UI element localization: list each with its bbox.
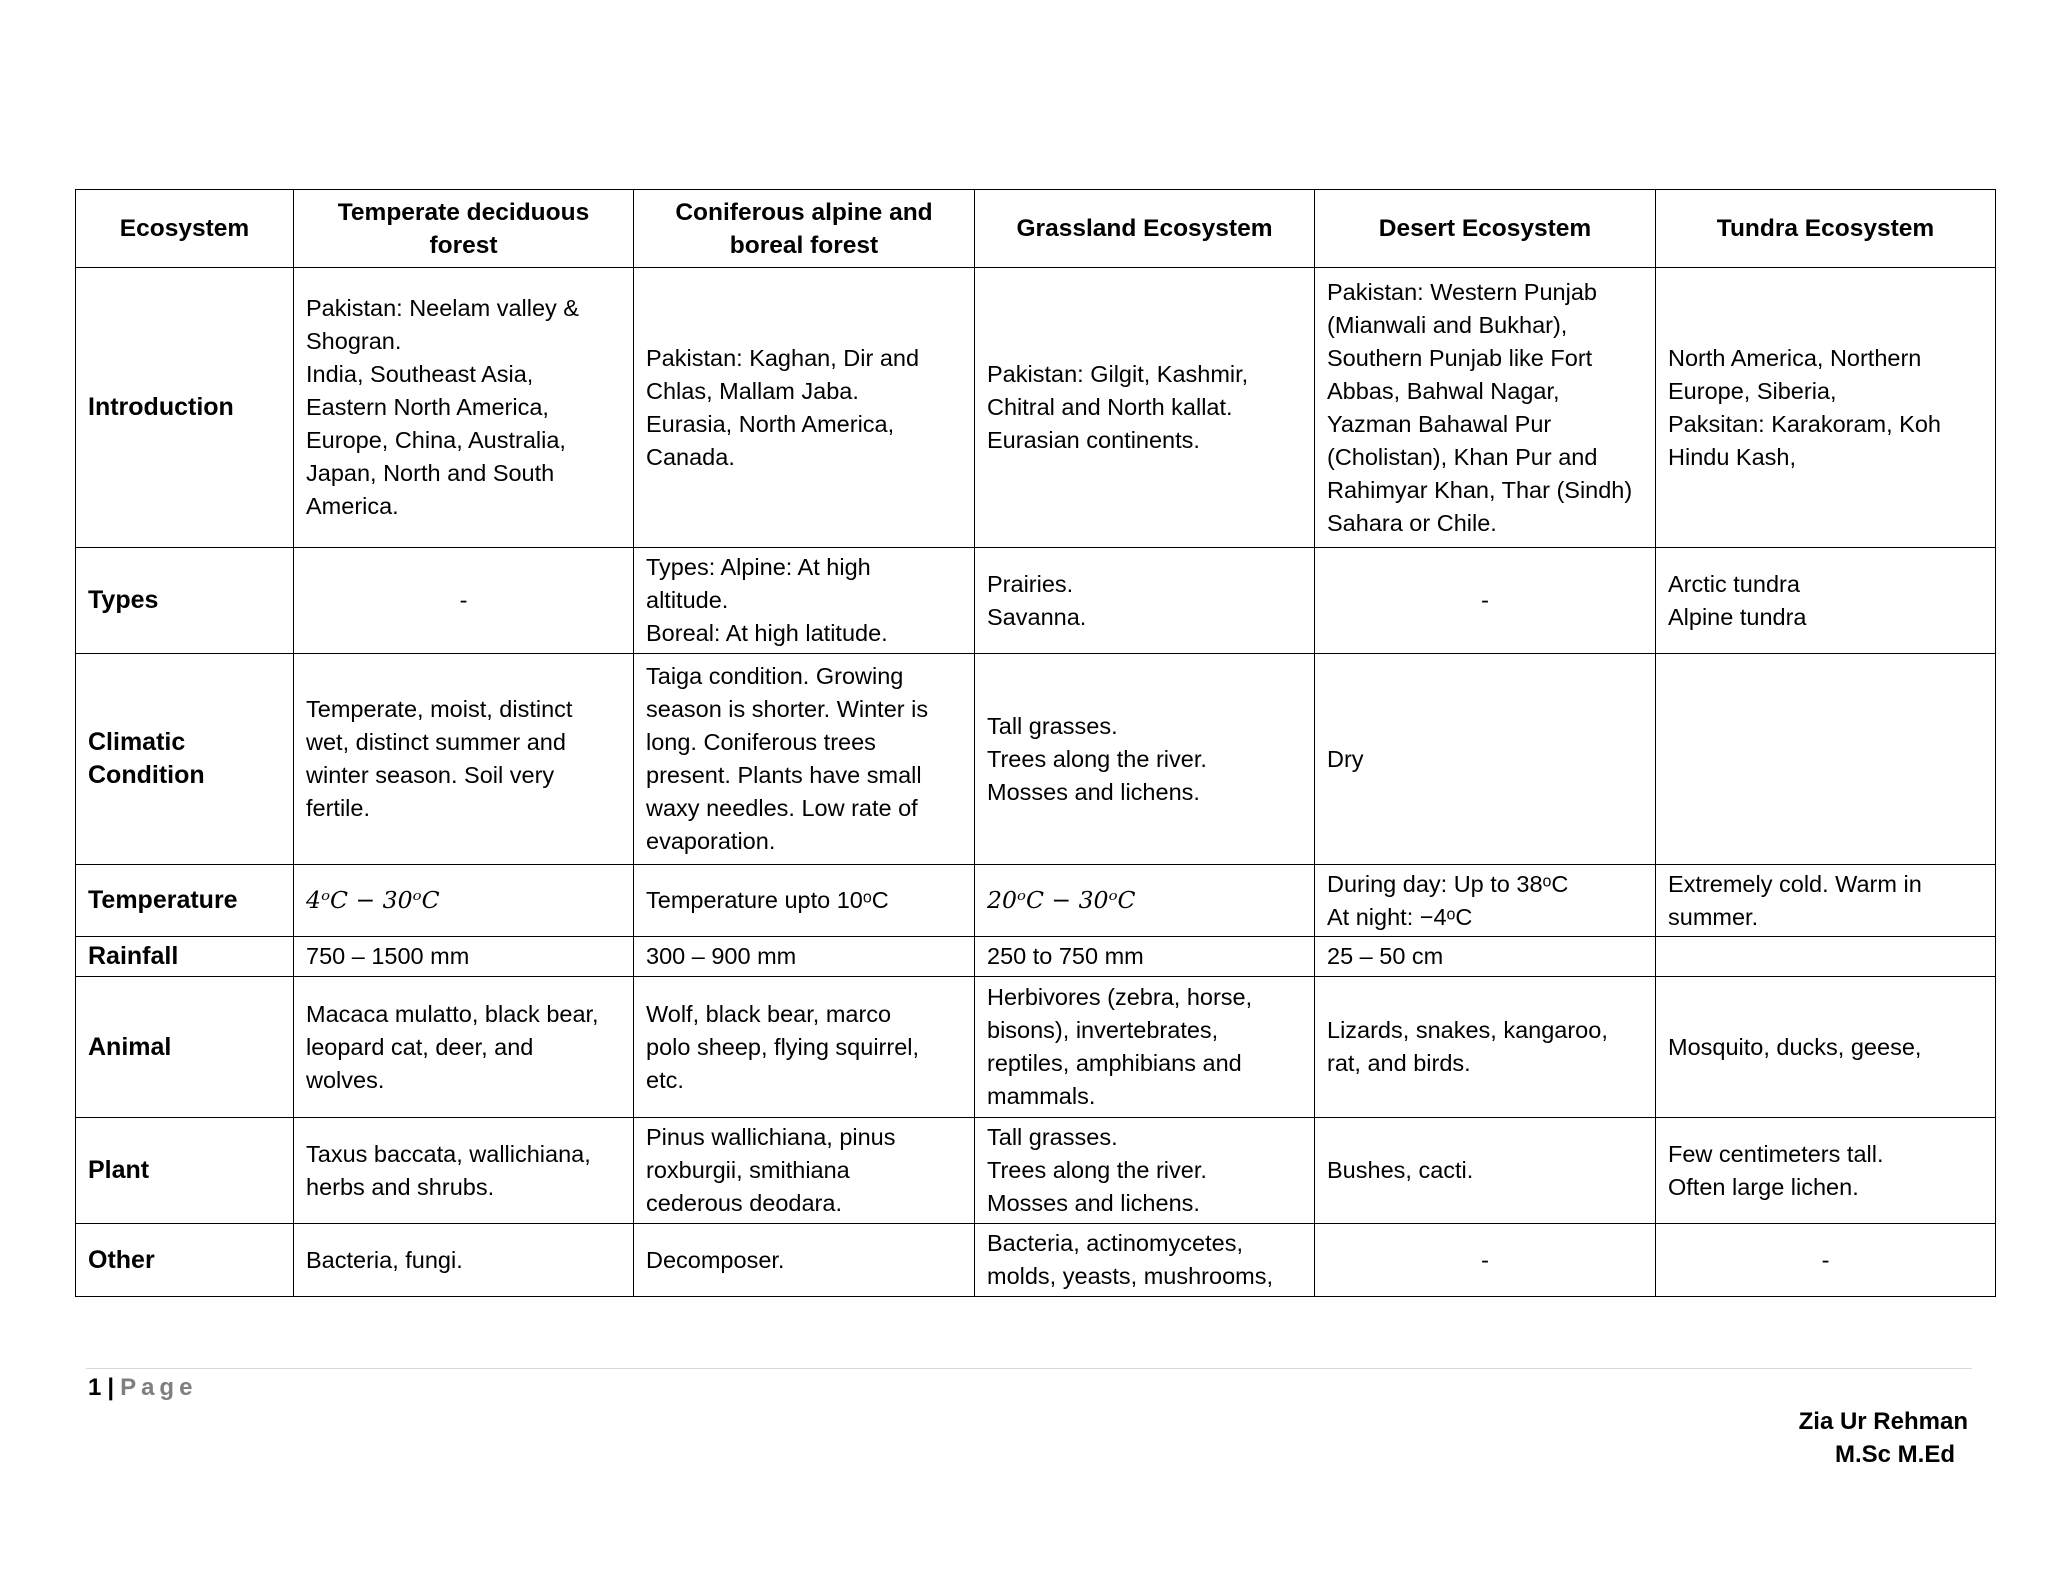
table-cell: Lizards, snakes, kangaroo, rat, and birds. xyxy=(1315,977,1656,1118)
table-cell: Pakistan: Neelam valley & Shogran. India, Southeast Asia, Eastern North America, Europe, China, Australia, Japan, North and South America. xyxy=(294,268,634,548)
table-cell: Bacteria, fungi. xyxy=(294,1224,634,1297)
table-cell: 300 – 900 mm xyxy=(634,937,975,977)
table-cell: Types: Alpine: At high altitude. Boreal: At high latitude. xyxy=(634,548,975,654)
table-cell: Extremely cold. Warm in summer. xyxy=(1656,865,1996,937)
row-label-animal: Animal xyxy=(76,977,294,1118)
table-row-introduction xyxy=(76,268,1996,548)
table-cell: Wolf, black bear, marco polo sheep, flying squirrel, etc. xyxy=(634,977,975,1118)
header-temperate-deciduous: Temperate deciduous forest xyxy=(294,190,634,268)
table-cell: Pakistan: Gilgit, Kashmir, Chitral and North kallat. Eurasian continents. xyxy=(975,268,1315,548)
row-label-climatic-condition: Climatic Condition xyxy=(76,654,294,865)
table-row-other xyxy=(76,1224,1996,1297)
table-cell: Temperate, moist, distinct wet, distinct summer and winter season. Soil very fertile. xyxy=(294,654,634,865)
table-cell: Pakistan: Western Punjab (Mianwali and Bukhar), Southern Punjab like Fort Abbas, Bahwal Nagar, Yazman Bahawal Pur (Cholistan), Khan Pur and Rahimyar Khan, Thar (Sindh) Sahara or Chile. xyxy=(1315,268,1656,548)
header-desert: Desert Ecosystem xyxy=(1315,190,1656,268)
author-degree: M.Sc M.Ed xyxy=(1834,1441,1955,1468)
table-row-climatic-condition xyxy=(76,654,1996,865)
row-label-introduction: Introduction xyxy=(76,268,294,548)
table-cell: Pinus wallichiana, pinus roxburgii, smithiana cederous deodara. xyxy=(634,1118,975,1224)
table-cell: Temperature upto 10ᵒC xyxy=(634,865,975,937)
footer-divider xyxy=(86,1368,1972,1369)
table-cell: 25 – 50 cm xyxy=(1315,937,1656,977)
page-word: Page xyxy=(120,1374,198,1401)
table-cell: Decomposer. xyxy=(634,1224,975,1297)
table-cell: Tall grasses. Trees along the river. Mosses and lichens. xyxy=(975,654,1315,865)
table-header-row xyxy=(76,190,1996,268)
page-number-separator: | xyxy=(107,1374,115,1401)
row-label-types: Types xyxy=(76,548,294,654)
header-grassland: Grassland Ecosystem xyxy=(975,190,1315,268)
table-cell: Taiga condition. Growing season is shorter. Winter is long. Coniferous trees present. Plants have small waxy needles. Low rate of evaporation. xyxy=(634,654,975,865)
table-cell: Arctic tundra Alpine tundra xyxy=(1656,548,1996,654)
table-cell: Prairies. Savanna. xyxy=(975,548,1315,654)
header-ecosystem: Ecosystem xyxy=(76,190,294,268)
table-row-plant xyxy=(76,1118,1996,1224)
table-cell: - xyxy=(1315,1224,1656,1297)
table-cell: - xyxy=(1315,548,1656,654)
author-block xyxy=(1799,1405,1968,1471)
table-cell: Taxus baccata, wallichiana, herbs and shrubs. xyxy=(294,1118,634,1224)
table-cell: 20ᵒC − 30ᵒC xyxy=(975,865,1315,937)
author-name: Zia Ur Rehman xyxy=(1798,1408,1968,1435)
row-label-rainfall: Rainfall xyxy=(76,937,294,977)
table-cell: 250 to 750 mm xyxy=(975,937,1315,977)
table-cell: - xyxy=(1656,1224,1996,1297)
table-cell: Dry xyxy=(1315,654,1656,865)
row-label-plant: Plant xyxy=(76,1118,294,1224)
table-row-animal xyxy=(76,977,1996,1118)
table-cell xyxy=(1656,937,1996,977)
header-coniferous: Coniferous alpine and boreal forest xyxy=(634,190,975,268)
table-row-temperature xyxy=(76,865,1996,937)
row-label-temperature: Temperature xyxy=(76,865,294,937)
table-cell: 750 – 1500 mm xyxy=(294,937,634,977)
table-row-rainfall xyxy=(76,937,1996,977)
table-cell: - xyxy=(294,548,634,654)
table-row-types xyxy=(76,548,1996,654)
table-cell: North America, Northern Europe, Siberia, Paksitan: Karakoram, Koh Hindu Kash, xyxy=(1656,268,1996,548)
table-cell: Pakistan: Kaghan, Dir and Chlas, Mallam Jaba. Eurasia, North America, Canada. xyxy=(634,268,975,548)
row-label-other: Other xyxy=(76,1224,294,1297)
ecosystem-table xyxy=(75,189,1996,1297)
page-number-value: 1 xyxy=(88,1374,102,1401)
page-number xyxy=(88,1373,197,1403)
table-cell: Macaca mulatto, black bear, leopard cat, deer, and wolves. xyxy=(294,977,634,1118)
table-cell: Bacteria, actinomycetes, molds, yeasts, mushrooms, xyxy=(975,1224,1315,1297)
table-cell xyxy=(1656,654,1996,865)
table-cell: Herbivores (zebra, horse, bisons), invertebrates, reptiles, amphibians and mammals. xyxy=(975,977,1315,1118)
table-cell: Tall grasses. Trees along the river. Mosses and lichens. xyxy=(975,1118,1315,1224)
table-cell: Few centimeters tall. Often large lichen. xyxy=(1656,1118,1996,1224)
header-tundra: Tundra Ecosystem xyxy=(1656,190,1996,268)
table-cell: During day: Up to 38ᵒC At night: −4ᵒC xyxy=(1315,865,1656,937)
table-cell: Mosquito, ducks, geese, xyxy=(1656,977,1996,1118)
table-cell: 4ᵒC − 30ᵒC xyxy=(294,865,634,937)
table-cell: Bushes, cacti. xyxy=(1315,1118,1656,1224)
